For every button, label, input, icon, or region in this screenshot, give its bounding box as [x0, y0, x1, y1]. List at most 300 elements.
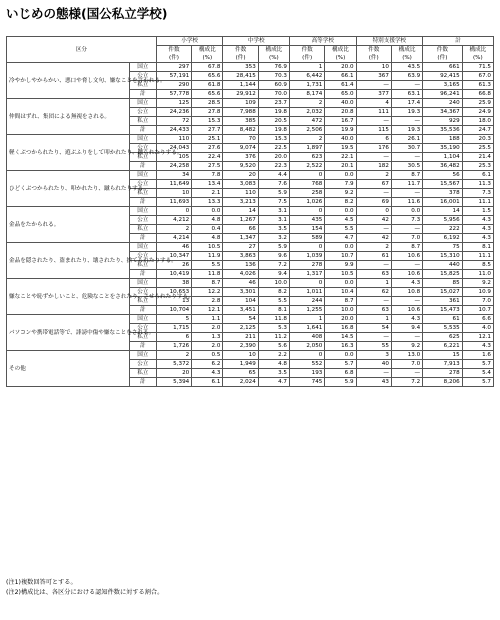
count-header-label: 件数 [234, 47, 247, 53]
ratio-cell: 13.3 [192, 198, 223, 207]
category-label: 金品を隠されたり、盗まれたり、壊されたり、捨てられたりする。 [7, 243, 130, 279]
ratio-cell: 66.8 [462, 90, 493, 99]
ratio-cell: 67.8 [192, 63, 223, 72]
ratio-header-unit: (%) [472, 55, 483, 61]
ratio-cell: 20.8 [325, 108, 356, 117]
ratio-cell: 67.0 [462, 72, 493, 81]
category-label: 金品をたかられる。 [7, 207, 130, 243]
count-cell: 188 [423, 135, 463, 144]
count-header-unit: (件) [302, 55, 313, 61]
ratio-cell: 2.1 [192, 189, 223, 198]
ratio-cell: 0.0 [325, 279, 356, 288]
school-type-cell: 私立 [129, 225, 156, 234]
count-cell: 353 [223, 63, 258, 72]
count-cell: 136 [223, 261, 258, 270]
ratio-cell: 22.5 [258, 144, 289, 153]
count-header-unit: (件) [169, 55, 179, 61]
ratio-cell: 10.9 [462, 288, 493, 297]
ratio-cell: 27.5 [192, 162, 223, 171]
count-cell: 110 [223, 189, 258, 198]
ratio-cell: 24.9 [462, 108, 493, 117]
count-cell: 1,104 [423, 153, 463, 162]
count-cell: 661 [423, 63, 463, 72]
count-cell: 35,190 [423, 144, 463, 153]
ratio-cell: 4.3 [391, 315, 422, 324]
school-header: 中学校 [223, 37, 290, 46]
ratio-cell: 17.4 [391, 99, 422, 108]
count-cell: 65 [223, 369, 258, 378]
count-cell: 2,050 [289, 342, 324, 351]
ratio-cell: — [391, 369, 422, 378]
count-cell: 408 [289, 333, 324, 342]
ratio-cell: 12.1 [192, 306, 223, 315]
count-cell: 2 [156, 351, 191, 360]
count-cell: 15,567 [423, 180, 463, 189]
ratio-header [462, 46, 493, 63]
ratio-cell: 6.8 [325, 369, 356, 378]
ratio-cell: 0.5 [192, 351, 223, 360]
school-type-cell: 公立 [129, 288, 156, 297]
school-type-cell: 計 [129, 342, 156, 351]
ratio-cell: 10.4 [325, 288, 356, 297]
ratio-cell: 19.3 [391, 108, 422, 117]
ratio-header [192, 46, 223, 63]
ratio-cell: 15.3 [192, 117, 223, 126]
ratio-cell: 2.8 [192, 297, 223, 306]
footnote: (注1)複数回答可とする。 [6, 579, 77, 586]
count-header [423, 46, 463, 63]
ratio-cell: 5.6 [258, 342, 289, 351]
ratio-cell: 8.2 [325, 198, 356, 207]
count-cell: — [356, 225, 391, 234]
ratio-cell: 0.0 [325, 207, 356, 216]
count-cell: — [356, 261, 391, 270]
ratio-cell: 16.7 [325, 117, 356, 126]
count-cell: 72 [156, 117, 191, 126]
ratio-cell: 11.6 [391, 198, 422, 207]
ratio-cell: 10.8 [391, 288, 422, 297]
count-cell: 15,473 [423, 306, 463, 315]
ratio-cell: — [391, 117, 422, 126]
ratio-cell: 65.6 [192, 90, 223, 99]
table-row [7, 279, 494, 288]
ratio-cell: 15.3 [258, 135, 289, 144]
school-header: 高等学校 [289, 37, 356, 46]
count-cell: 278 [423, 369, 463, 378]
count-cell: 3,863 [223, 252, 258, 261]
school-type-cell: 計 [129, 306, 156, 315]
count-cell: 10,704 [156, 306, 191, 315]
ratio-cell: 65.6 [192, 72, 223, 81]
bullying-table [6, 36, 494, 387]
count-cell: 1,731 [289, 81, 324, 90]
ratio-cell: 5.5 [258, 297, 289, 306]
ratio-cell: 63.1 [391, 90, 422, 99]
count-cell: 472 [289, 117, 324, 126]
count-cell: 193 [289, 369, 324, 378]
count-cell: 1,641 [289, 324, 324, 333]
category-label: 仲間はずれ、集団による無視をされる。 [7, 99, 130, 135]
count-cell: 745 [289, 378, 324, 387]
ratio-cell: 16.3 [325, 342, 356, 351]
ratio-cell: 8.1 [258, 306, 289, 315]
ratio-cell: 19.9 [325, 126, 356, 135]
count-cell: 10,347 [156, 252, 191, 261]
ratio-cell: 8.2 [258, 288, 289, 297]
count-cell: 14 [223, 207, 258, 216]
ratio-cell: 30.7 [391, 144, 422, 153]
ratio-cell: 25.9 [462, 99, 493, 108]
count-cell: 13 [156, 297, 191, 306]
ratio-cell: 1.6 [462, 351, 493, 360]
count-cell: 1,715 [156, 324, 191, 333]
ratio-header [325, 46, 356, 63]
school-type-cell: 公立 [129, 252, 156, 261]
count-cell: 10 [223, 351, 258, 360]
school-type-cell: 計 [129, 270, 156, 279]
ratio-cell: 60.9 [258, 81, 289, 90]
ratio-cell: 4.8 [258, 360, 289, 369]
count-cell: 6,442 [289, 72, 324, 81]
school-type-cell: 計 [129, 162, 156, 171]
ratio-cell: 19.8 [258, 126, 289, 135]
count-cell: 20 [156, 369, 191, 378]
ratio-cell: 0.0 [325, 171, 356, 180]
school-type-cell: 公立 [129, 72, 156, 81]
count-cell: 4 [356, 99, 391, 108]
ratio-cell: 7.6 [258, 180, 289, 189]
count-header-label: 件数 [168, 47, 180, 53]
ratio-cell: 22.4 [192, 153, 223, 162]
count-cell: 96,241 [423, 90, 463, 99]
school-type-cell: 計 [129, 198, 156, 207]
school-type-cell: 公立 [129, 216, 156, 225]
ratio-cell: 4.0 [462, 324, 493, 333]
count-cell: 2,125 [223, 324, 258, 333]
ratio-cell: 0.4 [192, 225, 223, 234]
ratio-cell: 11.3 [462, 180, 493, 189]
ratio-cell: 4.3 [462, 225, 493, 234]
count-cell: 440 [423, 261, 463, 270]
count-cell: 61 [356, 252, 391, 261]
count-header-label: 件数 [368, 47, 380, 53]
count-cell: 1 [356, 279, 391, 288]
category-label: パソコンや携帯電話等で、誹謗中傷や嫌なことをされる。 [7, 315, 130, 351]
table-row [7, 99, 494, 108]
ratio-cell: 11.8 [192, 270, 223, 279]
ratio-cell: 8.5 [462, 261, 493, 270]
ratio-cell: 7.8 [192, 171, 223, 180]
count-cell: 69 [356, 198, 391, 207]
school-type-cell: 国立 [129, 99, 156, 108]
ratio-cell: 4.8 [192, 216, 223, 225]
ratio-cell: 10.6 [391, 252, 422, 261]
ratio-cell: 14.5 [325, 333, 356, 342]
count-cell: — [356, 117, 391, 126]
school-type-cell: 国立 [129, 279, 156, 288]
ratio-cell: 7.0 [462, 297, 493, 306]
count-cell: 104 [223, 297, 258, 306]
ratio-cell: 1.1 [192, 315, 223, 324]
count-cell: 2 [156, 225, 191, 234]
count-cell: 24,043 [156, 144, 191, 153]
count-cell: 1,726 [156, 342, 191, 351]
count-cell: 105 [156, 153, 191, 162]
count-cell: 24,433 [156, 126, 191, 135]
ratio-cell: 7.9 [325, 180, 356, 189]
count-cell: 14 [423, 207, 463, 216]
ratio-cell: — [391, 333, 422, 342]
table-row [7, 315, 494, 324]
ratio-header-unit: (%) [335, 55, 346, 61]
count-cell: 15,310 [423, 252, 463, 261]
ratio-cell: 4.5 [325, 216, 356, 225]
ratio-cell: 5.5 [325, 225, 356, 234]
ratio-cell: 13.4 [192, 180, 223, 189]
ratio-cell: 3.5 [258, 369, 289, 378]
count-cell: 176 [356, 144, 391, 153]
ratio-cell: 2.0 [192, 324, 223, 333]
count-cell: 46 [156, 243, 191, 252]
table-row [7, 243, 494, 252]
count-cell: 297 [156, 63, 191, 72]
school-type-cell: 国立 [129, 315, 156, 324]
count-cell: 111 [356, 108, 391, 117]
count-cell: 9,074 [223, 144, 258, 153]
count-cell: 0 [289, 279, 324, 288]
ratio-cell: 16.8 [325, 324, 356, 333]
ratio-cell: 25.5 [462, 144, 493, 153]
count-cell: 1,144 [223, 81, 258, 90]
count-cell: 34,367 [423, 108, 463, 117]
ratio-cell: 10.5 [325, 270, 356, 279]
count-cell: 16,001 [423, 198, 463, 207]
ratio-cell: 24.7 [462, 126, 493, 135]
count-cell: 125 [156, 99, 191, 108]
school-type-cell: 国立 [129, 135, 156, 144]
count-cell: 768 [289, 180, 324, 189]
school-type-cell: 私立 [129, 261, 156, 270]
count-cell: 54 [356, 324, 391, 333]
count-cell: 8,206 [423, 378, 463, 387]
ratio-cell: 63.9 [391, 72, 422, 81]
count-cell: 40 [356, 360, 391, 369]
school-header: 小学校 [156, 37, 223, 46]
count-cell: 2 [356, 171, 391, 180]
ratio-cell: 7.2 [258, 261, 289, 270]
count-header-unit: (件) [368, 55, 379, 61]
count-cell: — [356, 333, 391, 342]
ratio-cell: 40.0 [325, 99, 356, 108]
count-cell: 0 [289, 351, 324, 360]
school-header: 計 [423, 37, 494, 46]
ratio-cell: 61.3 [462, 81, 493, 90]
ratio-cell: 66.1 [325, 72, 356, 81]
count-cell: 376 [223, 153, 258, 162]
ratio-cell: 3.1 [258, 216, 289, 225]
ratio-cell: 70.0 [258, 90, 289, 99]
count-cell: 5,535 [423, 324, 463, 333]
school-type-cell: 私立 [129, 117, 156, 126]
count-cell: 0 [289, 171, 324, 180]
ratio-header-unit: (%) [202, 55, 213, 61]
ratio-cell: 71.5 [462, 63, 493, 72]
count-cell: 2,032 [289, 108, 324, 117]
count-cell: 27 [223, 243, 258, 252]
ratio-cell: 5.3 [258, 324, 289, 333]
ratio-cell: 5.5 [192, 261, 223, 270]
count-cell: 7,988 [223, 108, 258, 117]
ratio-cell: — [391, 225, 422, 234]
count-cell: 4,026 [223, 270, 258, 279]
table-row [7, 171, 494, 180]
school-type-cell: 国立 [129, 171, 156, 180]
table-row [7, 207, 494, 216]
count-cell: 1,347 [223, 234, 258, 243]
count-cell: — [356, 297, 391, 306]
ratio-cell: 12.1 [462, 333, 493, 342]
ratio-cell: 27.6 [192, 144, 223, 153]
count-cell: 1 [289, 63, 324, 72]
ratio-cell: 5.7 [462, 378, 493, 387]
ratio-cell: 8.7 [391, 243, 422, 252]
ratio-cell: 9.4 [258, 270, 289, 279]
count-cell: 1,897 [289, 144, 324, 153]
category-label: ひどくぶつかられたり、叩かれたり、蹴られたりする。 [7, 171, 130, 207]
category-label: 軽くぶつかられたり、遊ぶふりをして叩かれたり、蹴られたりする。 [7, 135, 130, 171]
count-header-label: 件数 [436, 47, 448, 53]
count-cell: 3,301 [223, 288, 258, 297]
count-cell: 11,649 [156, 180, 191, 189]
ratio-cell: 12.2 [192, 288, 223, 297]
count-cell: 361 [423, 297, 463, 306]
count-cell: 36,482 [423, 162, 463, 171]
ratio-cell: 28.5 [192, 99, 223, 108]
count-cell: 4,212 [156, 216, 191, 225]
ratio-cell: 7.5 [258, 198, 289, 207]
ratio-cell: 0.0 [325, 243, 356, 252]
ratio-cell: 7.0 [391, 234, 422, 243]
ratio-cell: 6.6 [462, 315, 493, 324]
count-cell: 15,825 [423, 270, 463, 279]
ratio-header-label: 構成比 [469, 47, 487, 53]
count-cell: — [356, 81, 391, 90]
category-label: 冷やかしやからかい、悪口や脅し文句、嫌なことを言われる。 [7, 63, 130, 99]
count-header-unit: (件) [235, 55, 246, 61]
count-cell: 3,213 [223, 198, 258, 207]
ratio-cell: 4.3 [192, 369, 223, 378]
count-cell: 110 [156, 135, 191, 144]
footnotes [6, 578, 163, 598]
count-cell: 24,236 [156, 108, 191, 117]
count-cell: 10 [356, 63, 391, 72]
school-header: 特別支援学校 [356, 37, 423, 46]
ratio-cell: 1.3 [192, 333, 223, 342]
school-type-cell: 私立 [129, 189, 156, 198]
ratio-cell: 1.5 [462, 207, 493, 216]
table-row [7, 351, 494, 360]
ratio-cell: 10.7 [325, 252, 356, 261]
count-cell: 54 [223, 315, 258, 324]
count-cell: 8,482 [223, 126, 258, 135]
count-cell: 38 [156, 279, 191, 288]
ratio-cell: 9.2 [462, 279, 493, 288]
count-header [356, 46, 391, 63]
count-cell: 182 [356, 162, 391, 171]
ratio-cell: 3.2 [258, 234, 289, 243]
school-type-cell: 公立 [129, 180, 156, 189]
ratio-cell: 5.9 [258, 243, 289, 252]
count-header [156, 46, 191, 63]
ratio-cell: 65.0 [325, 90, 356, 99]
table-row [7, 63, 494, 72]
count-cell: 24,258 [156, 162, 191, 171]
count-cell: 552 [289, 360, 324, 369]
ratio-cell: 8.7 [391, 171, 422, 180]
count-cell: 5,372 [156, 360, 191, 369]
ratio-cell: 7.0 [391, 360, 422, 369]
count-cell: 623 [289, 153, 324, 162]
ratio-cell: 10.6 [391, 270, 422, 279]
count-cell: 15 [423, 351, 463, 360]
ratio-cell: 9.9 [325, 261, 356, 270]
ratio-cell: 21.4 [462, 153, 493, 162]
ratio-cell: 6.1 [192, 378, 223, 387]
count-cell: 290 [156, 81, 191, 90]
count-cell: 244 [289, 297, 324, 306]
count-cell: 6,221 [423, 342, 463, 351]
count-cell: 55 [356, 342, 391, 351]
ratio-header [258, 46, 289, 63]
count-cell: — [356, 189, 391, 198]
count-cell: 35,536 [423, 126, 463, 135]
count-cell: 75 [423, 243, 463, 252]
school-type-cell: 私立 [129, 81, 156, 90]
ratio-cell: 10.5 [192, 243, 223, 252]
count-cell: 6 [356, 135, 391, 144]
ratio-header-label: 構成比 [398, 47, 416, 53]
count-cell: 1,949 [223, 360, 258, 369]
count-cell: 5,956 [423, 216, 463, 225]
ratio-cell: 4.8 [192, 234, 223, 243]
school-type-cell: 公立 [129, 108, 156, 117]
count-cell: 1,267 [223, 216, 258, 225]
ratio-cell: 11.1 [462, 252, 493, 261]
count-cell: 154 [289, 225, 324, 234]
ratio-cell: 10.6 [391, 306, 422, 315]
count-cell: 929 [423, 117, 463, 126]
count-cell: 0 [356, 207, 391, 216]
ratio-cell: 20.0 [325, 63, 356, 72]
count-cell: — [356, 153, 391, 162]
table-row [7, 135, 494, 144]
ratio-cell: 30.5 [391, 162, 422, 171]
count-cell: 3 [356, 351, 391, 360]
count-cell: 57,778 [156, 90, 191, 99]
count-cell: 66 [223, 225, 258, 234]
ratio-cell: 6.1 [462, 171, 493, 180]
ratio-cell: 22.3 [258, 162, 289, 171]
count-cell: 0 [289, 207, 324, 216]
category-header: 区分 [7, 37, 157, 63]
ratio-cell: 4.7 [325, 234, 356, 243]
ratio-cell: 23.7 [258, 99, 289, 108]
school-type-cell: 国立 [129, 63, 156, 72]
ratio-cell: 8.7 [325, 297, 356, 306]
ratio-cell: 19.8 [258, 108, 289, 117]
ratio-cell: 5.7 [462, 360, 493, 369]
count-cell: 5 [156, 315, 191, 324]
